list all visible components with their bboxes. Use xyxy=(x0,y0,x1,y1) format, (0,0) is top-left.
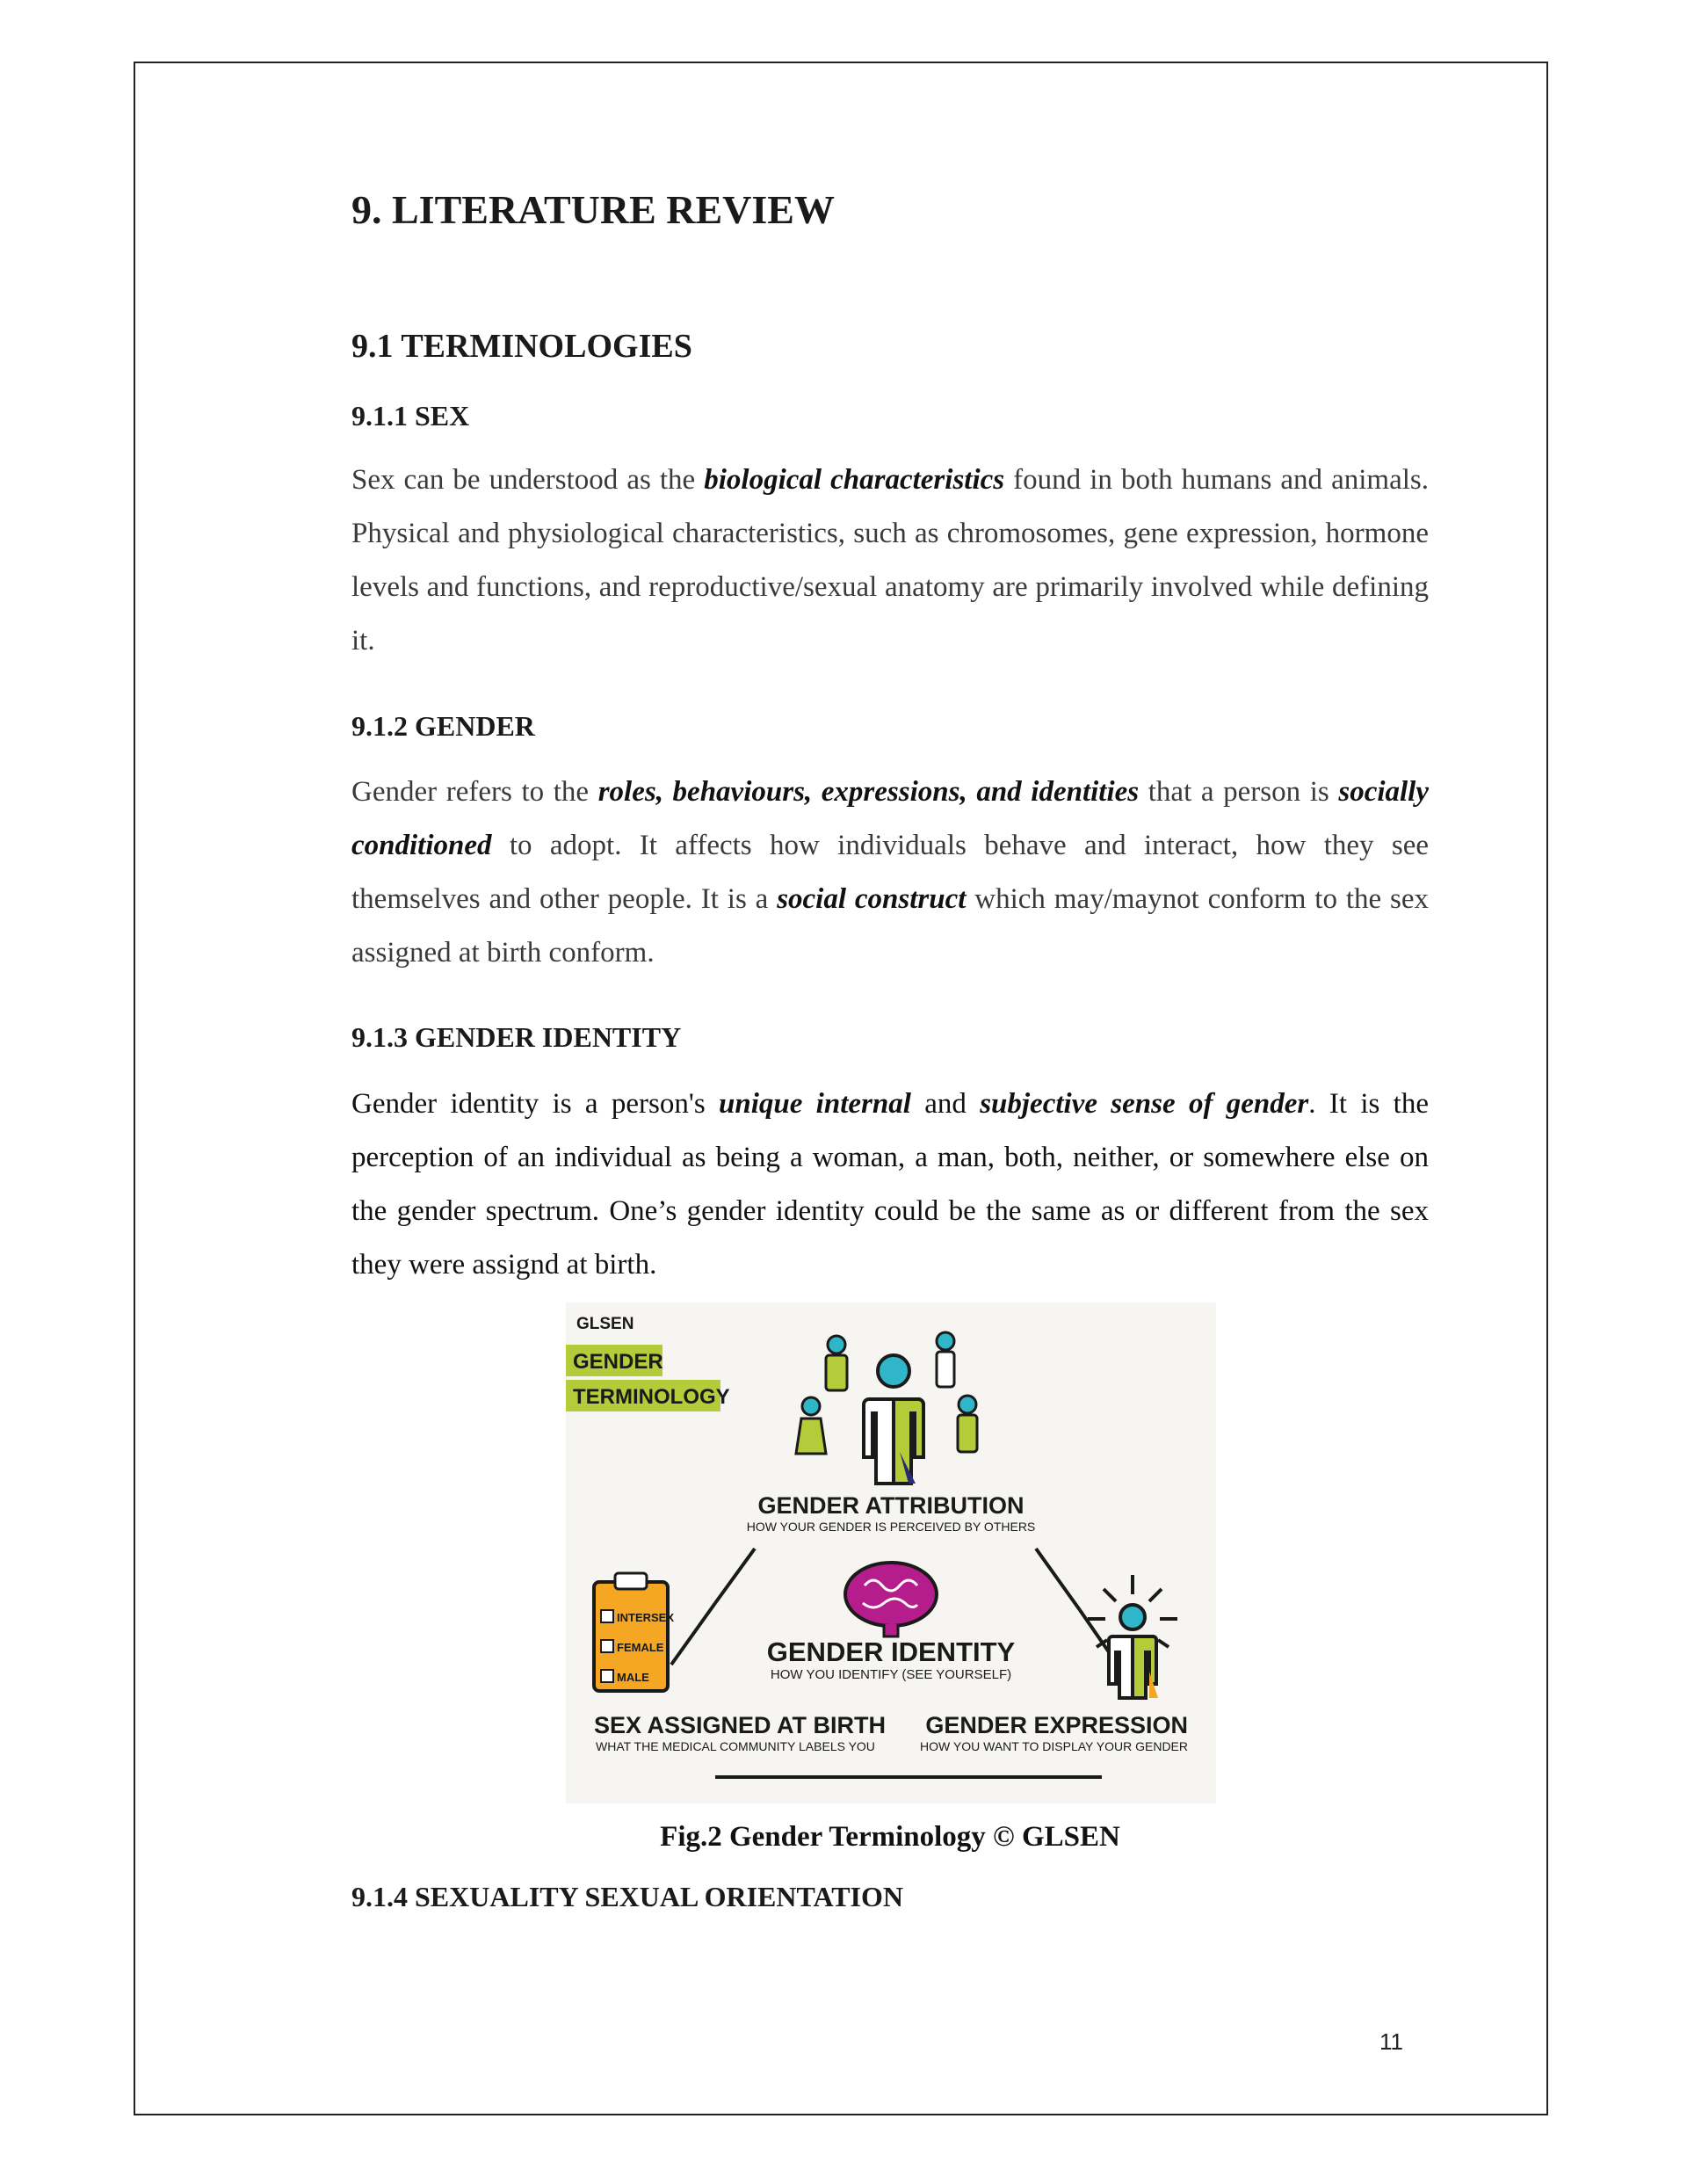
paragraph-sex: Sex can be understood as the biological characteristics found in both humans and animals. Physical and physiological characteristics, such as chromosomes, gene expression, hormone levels and functions, and reproductive/sexual anatomy are primarily involved while defining it. xyxy=(351,464,1429,657)
page-number: 11 xyxy=(1379,2028,1403,2055)
sex-assigned-title: SEX ASSIGNED AT BIRTH xyxy=(594,1712,887,1738)
checkbox-male-label: MALE xyxy=(617,1671,649,1684)
heading-sex: 9.1.1 SEX xyxy=(351,400,470,432)
page-title: 9. LITERATURE REVIEW xyxy=(351,187,835,232)
gender-terminology-figure xyxy=(566,1302,1216,1803)
expression-person-icon xyxy=(1088,1575,1177,1698)
figure-caption: Fig.2 Gender Terminology © GLSEN xyxy=(660,1821,1120,1853)
section-heading-terminologies: 9.1 TERMINOLOGIES xyxy=(351,328,692,365)
identity-subtitle: HOW YOU IDENTIFY (SEE YOURSELF) xyxy=(770,1667,1012,1682)
brain-icon xyxy=(845,1563,937,1636)
attribution-subtitle: HOW YOUR GENDER IS PERCEIVED BY OTHERS xyxy=(746,1520,1036,1534)
expression-subtitle: HOW YOU WANT TO DISPLAY YOUR GENDER xyxy=(920,1739,1188,1753)
paragraph-gender-identity: Gender identity is a person's unique internal and subjective sense of gender. It is the perception of an individual as being a woman, a man, both, neither, or somewhere else on the gender spectrum. One’s gender identity could be the same as or different from the sex they were assignd at birth. xyxy=(351,1088,1429,1281)
tag-gender: GENDER xyxy=(573,1350,663,1374)
heading-sexuality-orientation: 9.1.4 SEXUALITY SEXUAL ORIENTATION xyxy=(351,1881,903,1912)
heading-gender: 9.1.2 GENDER xyxy=(351,710,535,742)
paragraph-gender: Gender refers to the roles, behaviours, expressions, and identities that a person is socially conditioned to adopt. It affects how individuals behave and interact, how they see themselves and other people. It is a social construct which may/maynot conform to the sex assigned at birth conform. xyxy=(351,776,1430,969)
heading-gender-identity: 9.1.3 GENDER IDENTITY xyxy=(351,1021,682,1053)
glsen-logo: GLSEN xyxy=(576,1315,634,1333)
expression-title: GENDER EXPRESSION xyxy=(925,1712,1188,1738)
identity-title: GENDER IDENTITY xyxy=(766,1636,1016,1667)
sex-assigned-subtitle: WHAT THE MEDICAL COMMUNITY LABELS YOU xyxy=(596,1739,875,1753)
tag-terminology: TERMINOLOGY xyxy=(573,1385,730,1409)
attribution-title: GENDER ATTRIBUTION xyxy=(757,1492,1025,1519)
checkbox-female-label: FEMALE xyxy=(617,1641,664,1654)
checkbox-intersex-label: INTERSEX xyxy=(617,1611,675,1624)
people-icon xyxy=(796,1332,977,1484)
